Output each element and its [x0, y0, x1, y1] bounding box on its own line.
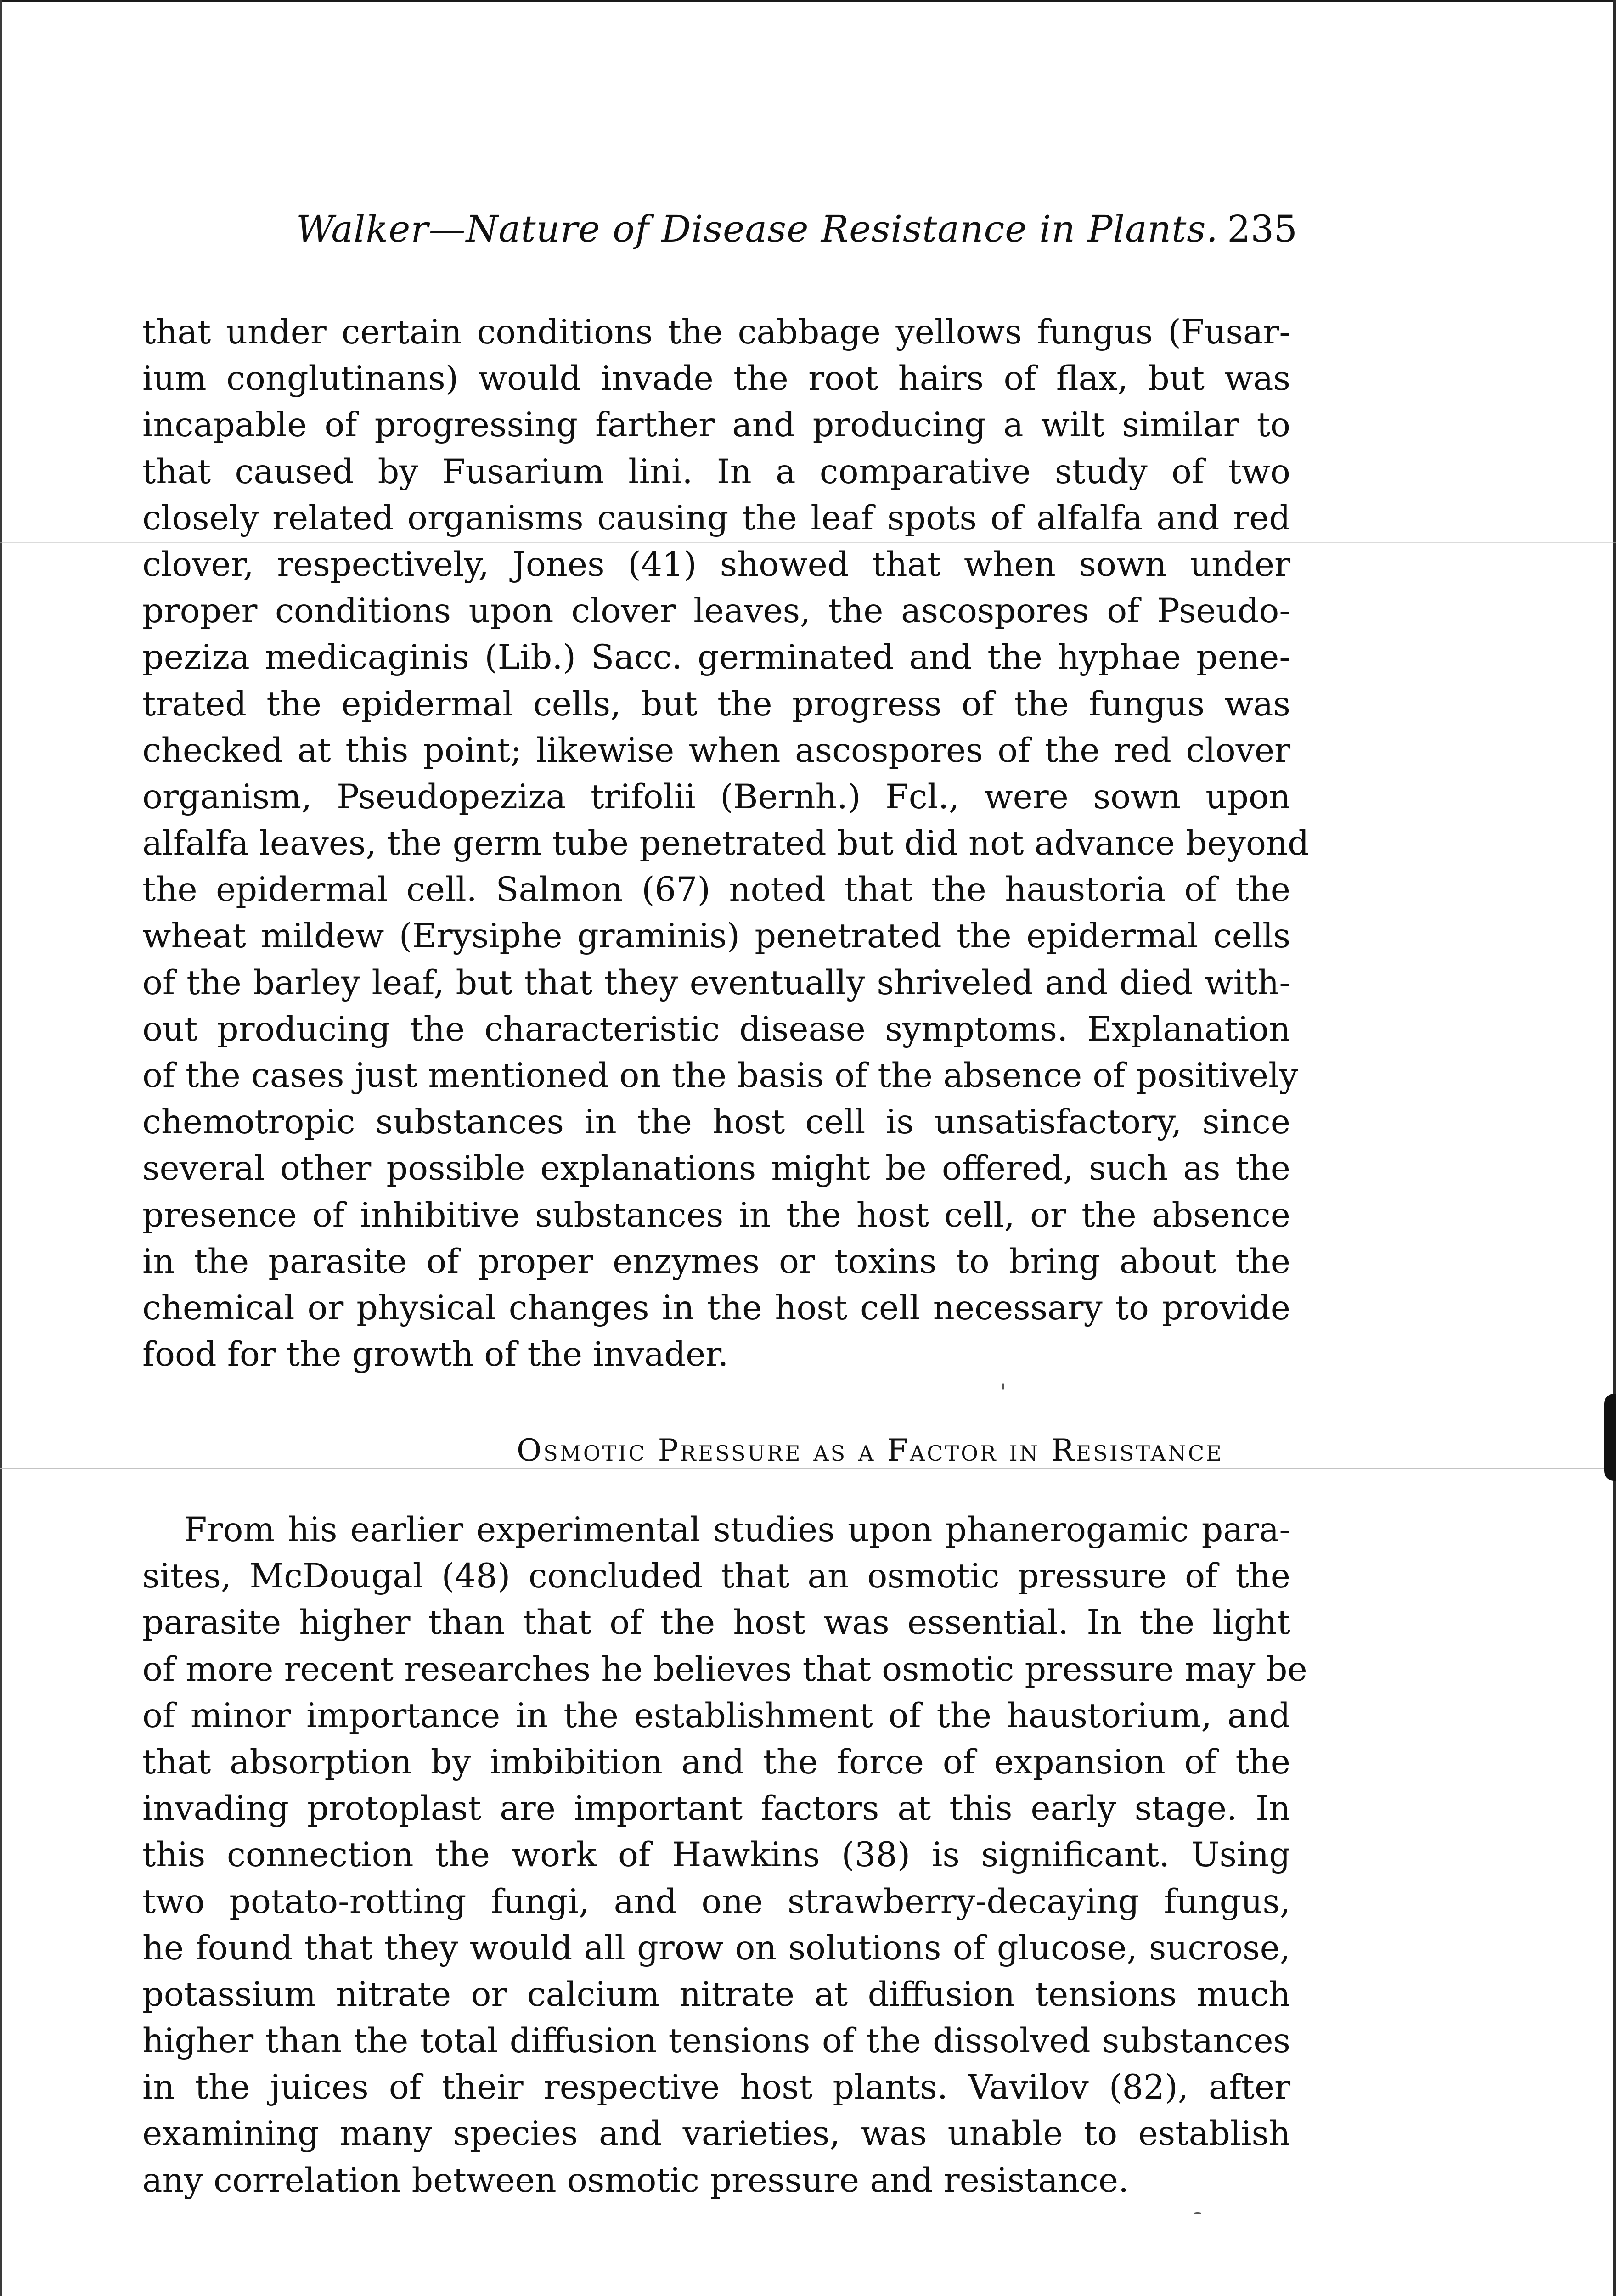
scan-border-right	[1613, 0, 1616, 2296]
text-line: closely related organisms causing the leaf spots of alfalfa and red	[142, 498, 1290, 538]
text-line: sites, McDougal (48) concluded that an osmotic pressure of the	[142, 1557, 1290, 1596]
text-line: out producing the characteristic disease symptoms. Explanation	[142, 1009, 1290, 1049]
text-line: clover, respectively, Jones (41) showed that when sown under	[142, 545, 1290, 584]
text-line: the epidermal cell. Salmon (67) noted that the haustoria of the	[142, 870, 1290, 910]
text-line: he found that they would all grow on solutions of glucose, sucrose,	[142, 1928, 1290, 1968]
text-line: in the parasite of proper enzymes or toxins to bring about the	[142, 1242, 1290, 1281]
text-line: parasite higher than that of the host was essential. In the light	[142, 1603, 1290, 1643]
text-line: in the juices of their respective host plants. Vavilov (82), after	[142, 2068, 1290, 2107]
text-line: of more recent researches he believes that osmotic pressure may be	[142, 1649, 1307, 1689]
text-line: that caused by Fusarium lini. In a comparative study of two	[142, 452, 1290, 491]
text-line: ium conglutinans) would invade the root hairs of flax, but was	[142, 359, 1290, 399]
text-line: checked at this point; likewise when ascospores of the red clover	[142, 731, 1290, 770]
text-line: of the cases just mentioned on the basis of the absence of positively	[142, 1056, 1298, 1095]
text-line: of minor importance in the establishment of the haustorium, and	[142, 1696, 1290, 1735]
text-line: that under certain conditions the cabbage yellows fungus (Fusar-	[142, 313, 1290, 352]
text-line: several other possible explanations might be offered, such as the	[142, 1149, 1290, 1188]
text-line: potassium nitrate or calcium nitrate at diffusion tensions much	[142, 1975, 1290, 2014]
scan-speck	[1002, 1383, 1004, 1390]
body-paragraph	[142, 1507, 1307, 2204]
text-line: From his earlier experimental studies upon phanerogamic para-	[184, 1510, 1290, 1549]
text-line: that absorption by imbibition and the force of expansion of the	[142, 1742, 1290, 1782]
text-line: organism, Pseudopeziza trifolii (Bernh.) Fcl., were sown upon	[142, 777, 1290, 816]
text-line: invading protoplast are important factors at this early stage. In	[142, 1789, 1290, 1829]
text-line: presence of inhibitive substances in the host cell, or the absence	[142, 1195, 1290, 1235]
body-paragraph	[142, 309, 1309, 1378]
text-line: trated the epidermal cells, but the progress of the fungus was	[142, 684, 1290, 724]
scan-border-top	[0, 0, 1616, 2]
scan-border-left	[0, 0, 2, 2296]
text-line: chemical or physical changes in the host cell necessary to provide	[142, 1288, 1290, 1328]
text-line: chemotropic substances in the host cell is unsatisfactory, since	[142, 1103, 1290, 1142]
text-line: proper conditions upon clover leaves, the ascospores of Pseudo-	[142, 591, 1290, 631]
text-line: this connection the work of Hawkins (38) is significant. Using	[142, 1835, 1290, 1875]
text-line: examining many species and varieties, was unable to establish	[142, 2114, 1290, 2154]
section-heading-text: Osmotic Pressure as a Factor in Resistance	[517, 1433, 1223, 1468]
section-heading	[0, 1433, 1616, 1468]
text-line: wheat mildew (Erysiphe graminis) penetrated the epidermal cells	[142, 917, 1290, 956]
text-line: of the barley leaf, but that they eventually shriveled and died with-	[142, 963, 1290, 1002]
text-line: alfalfa leaves, the germ tube penetrated but did not advance beyond	[142, 824, 1309, 863]
scan-speck	[1194, 2212, 1201, 2214]
running-header	[296, 208, 1297, 258]
text-line: food for the growth of the invader.	[142, 1335, 729, 1374]
page-number: 235	[1227, 208, 1297, 250]
text-line: incapable of progressing farther and producing a wilt similar to	[142, 405, 1290, 445]
page-fold-line	[0, 1468, 1616, 1469]
text-line: higher than the total diffusion tensions of the dissolved substances	[142, 2021, 1290, 2061]
running-title: Walker—Nature of Disease Resistance in Plants.	[296, 208, 1218, 250]
text-line: any correlation between osmotic pressure and resistance.	[142, 2161, 1129, 2200]
text-line: two potato-rotting fungi, and one strawberry-decaying fungus,	[142, 1882, 1290, 1921]
text-line: peziza medicaginis (Lib.) Sacc. germinated and the hyphae pene-	[142, 638, 1290, 677]
